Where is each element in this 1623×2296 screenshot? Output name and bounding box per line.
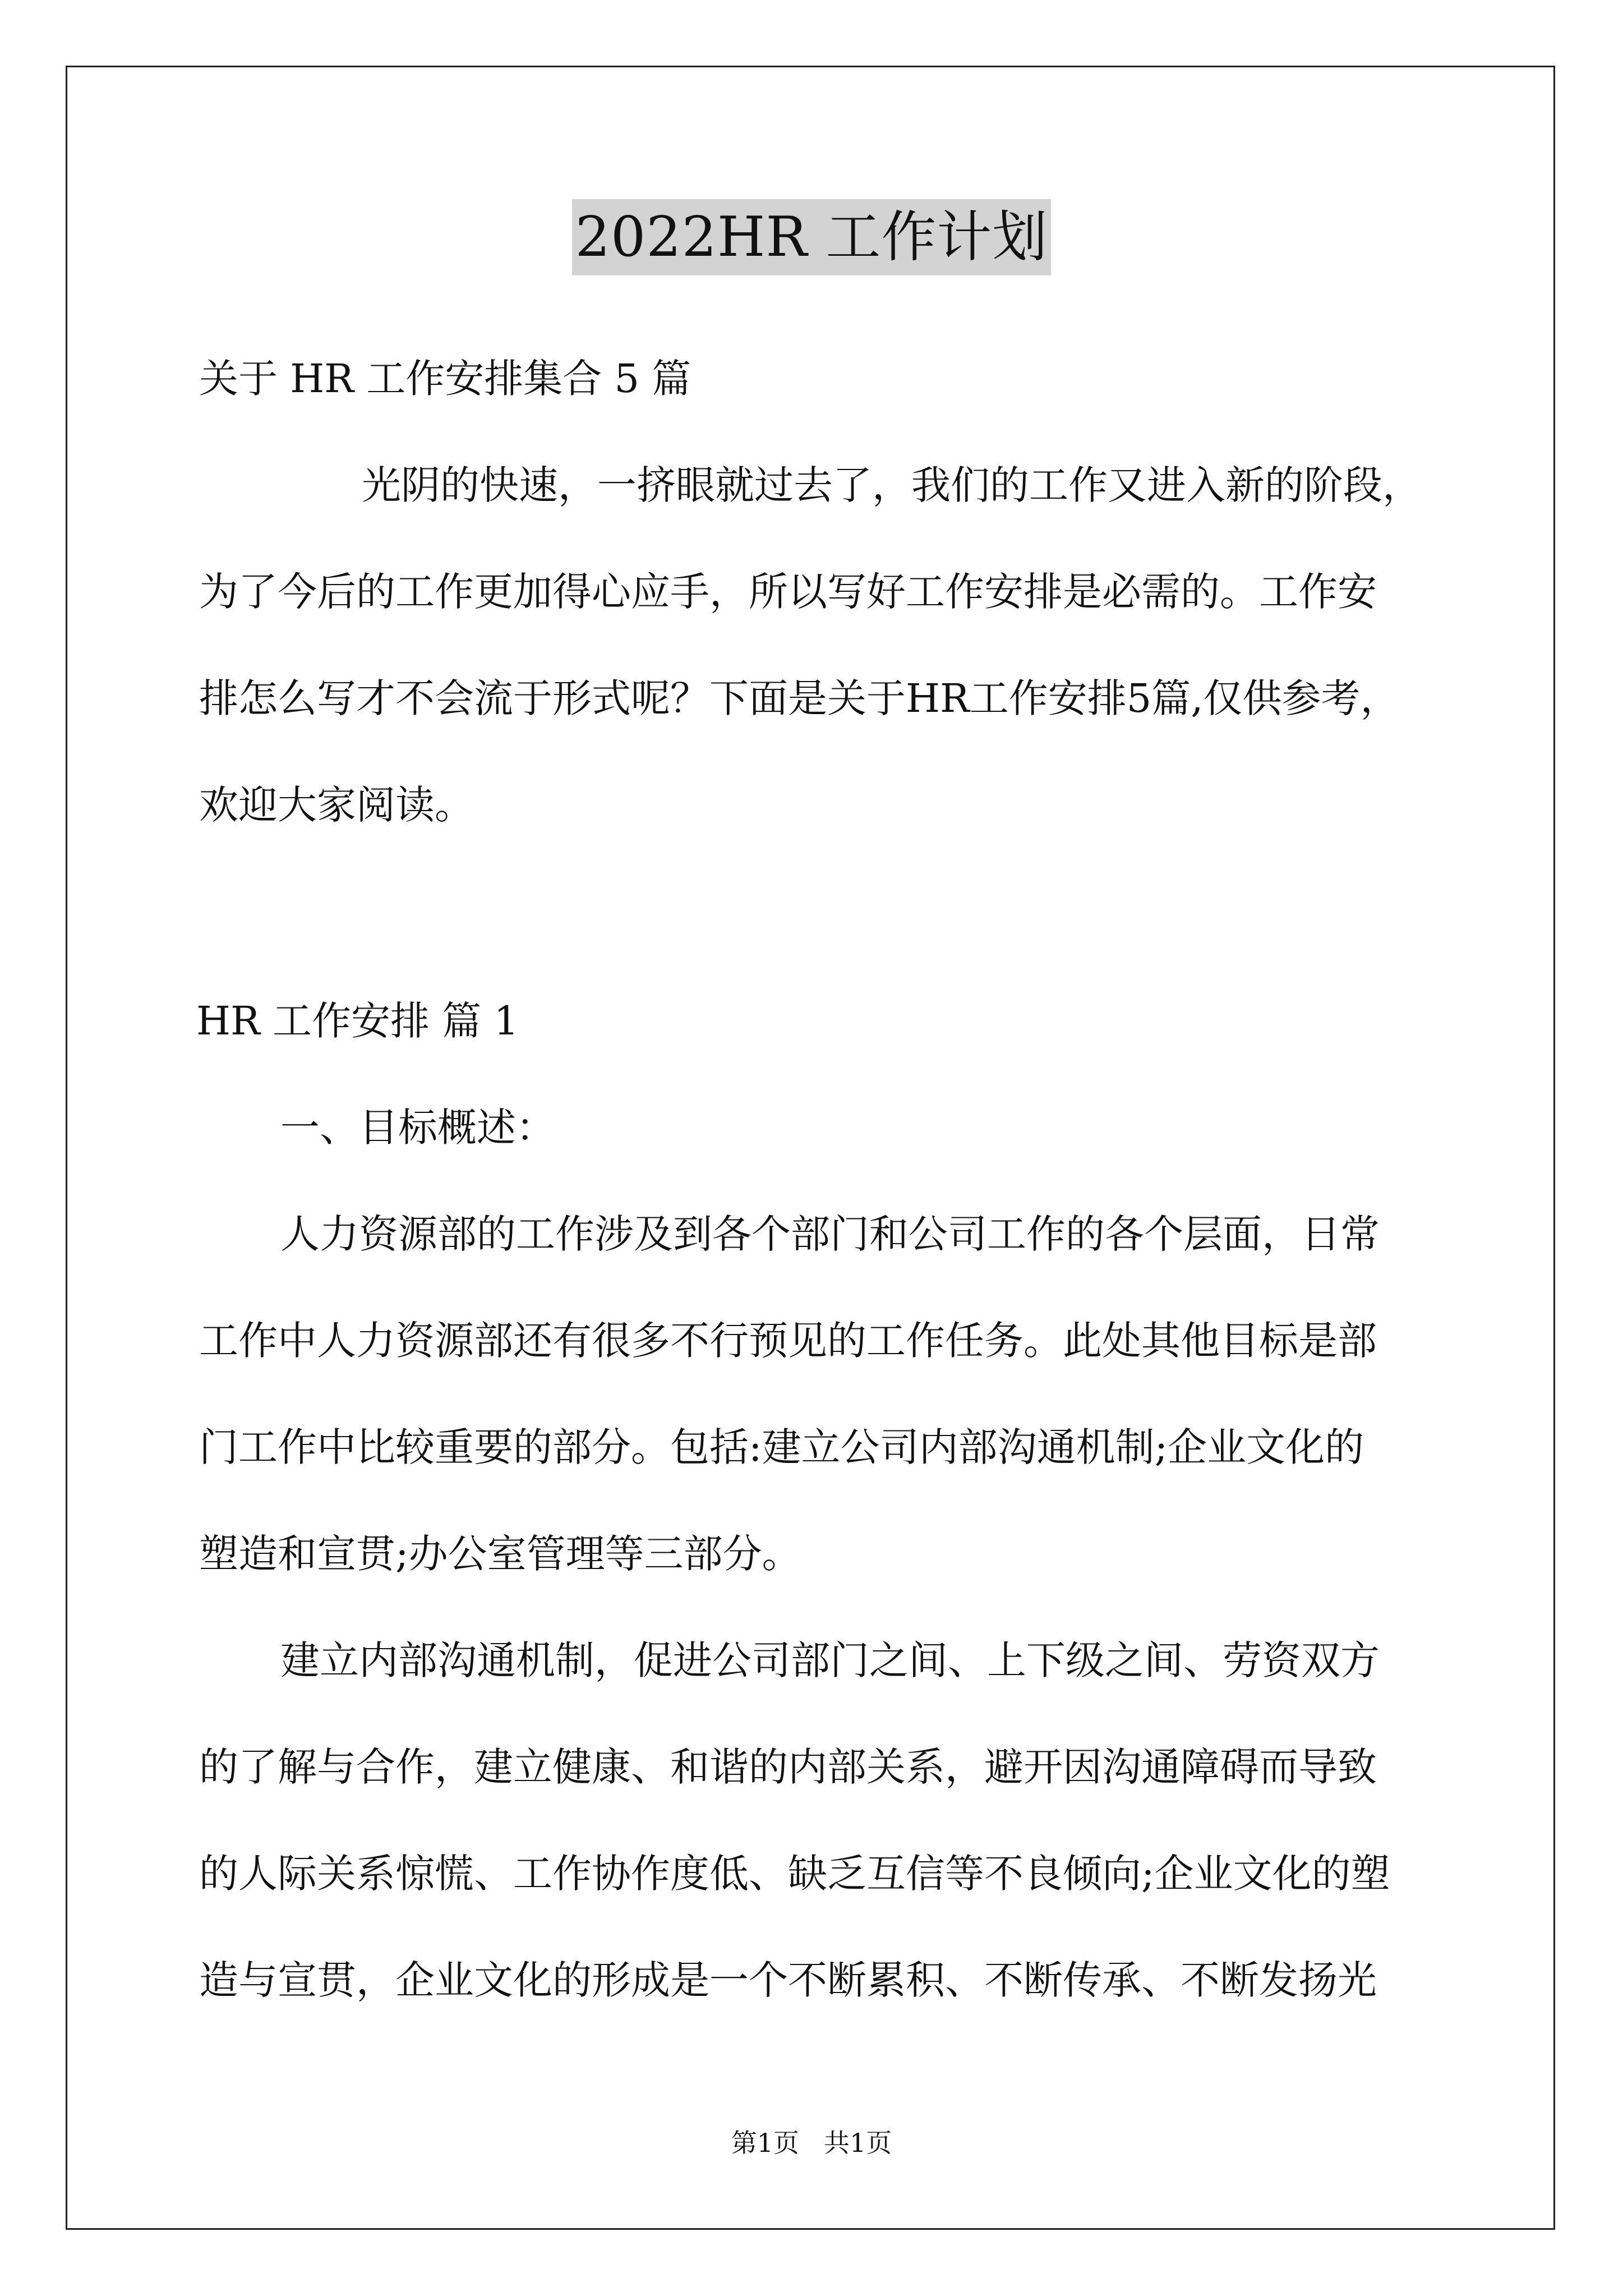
intro-line: 为了今后的工作更加得心应手，所以写好工作安排是必需的。工作安 — [199, 569, 1377, 615]
subheading: 一、目标概述： — [280, 1105, 555, 1151]
section-heading: HR 工作安排 篇 1 — [196, 998, 519, 1044]
page-total: 共1页 — [824, 2128, 892, 2158]
para1-line: 人力资源部的工作涉及到各个部门和公司工作的各个层面，日常 — [280, 1211, 1380, 1257]
para1-line: 门工作中比较重要的部分。包括:建立公司内部沟通机制;企业文化的 — [199, 1424, 1364, 1470]
title-container — [0, 199, 1623, 275]
intro-line: 光阴的快速，一挤眼就过去了，我们的工作又进入新的阶段， — [362, 462, 1422, 508]
para2-line: 的了解与合作，建立健康、和谐的内部关系，避开因沟通障碍而导致 — [199, 1744, 1377, 1790]
para2-line: 的人际关系惊慌、工作协作度低、缺乏互信等不良倾向;企业文化的塑 — [199, 1851, 1390, 1897]
intro-line: 排怎么写才不会流于形式呢？下面是关于HR工作安排5篇,仅供参考， — [199, 675, 1400, 721]
para2-line: 造与宣贯，企业文化的形成是一个不断累积、不断传承、不断发扬光 — [199, 1957, 1377, 2003]
intro-line: 欢迎大家阅读。 — [199, 782, 474, 828]
para1-line: 塑造和宣贯;办公室管理等三部分。 — [199, 1531, 801, 1577]
document-title: 2022HR 工作计划 — [572, 199, 1052, 275]
para1-line: 工作中人力资源部还有很多不行预见的工作任务。此处其他目标是部 — [199, 1318, 1377, 1364]
page-footer — [0, 2126, 1623, 2160]
document-subtitle: 关于 HR 工作安排集合 5 篇 — [199, 356, 691, 402]
page-number: 第1页 — [731, 2128, 799, 2158]
para2-line: 建立内部沟通机制，促进公司部门之间、上下级之间、劳资双方 — [280, 1637, 1380, 1683]
